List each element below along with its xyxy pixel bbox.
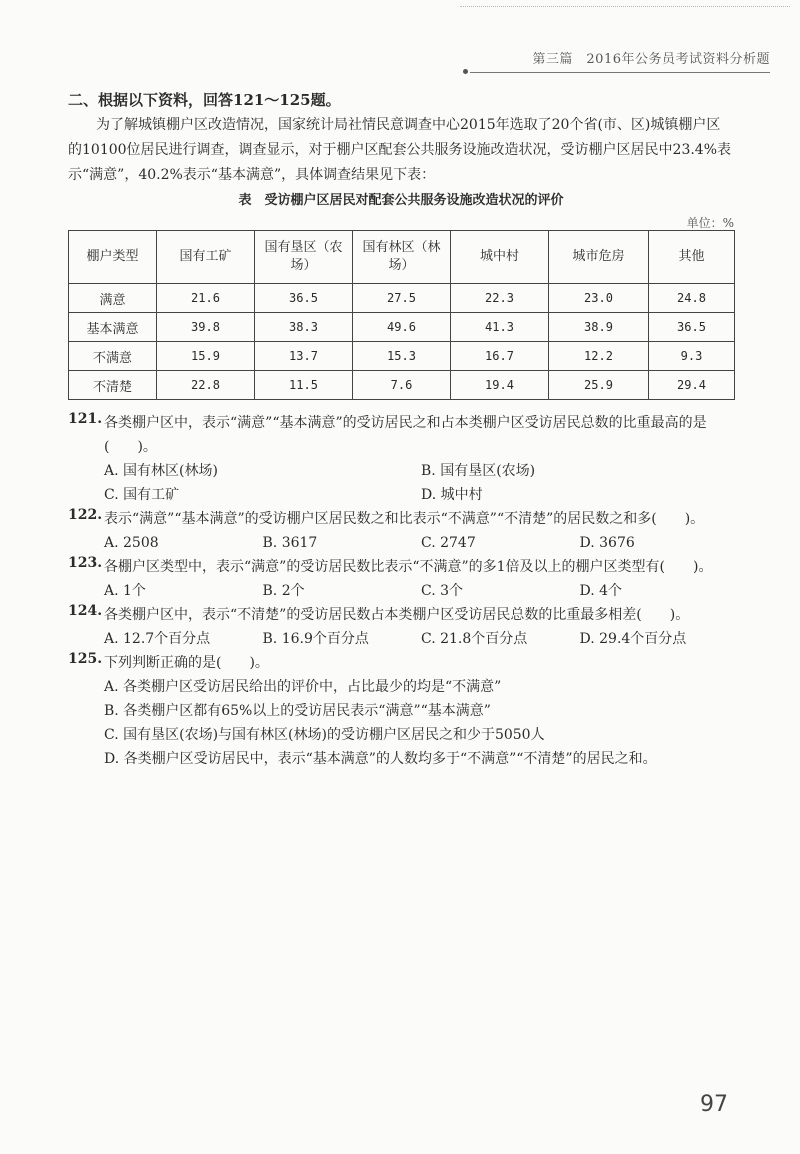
header-bullet <box>463 69 468 74</box>
header-rule <box>470 72 770 73</box>
table-cell: 38.3 <box>255 313 353 342</box>
question-number: 122. <box>68 507 103 523</box>
table-row <box>69 371 735 400</box>
option-d: D. 4个 <box>579 583 623 599</box>
option-a: A. 1个 <box>104 583 146 599</box>
option-group <box>68 459 738 507</box>
table-cell: 7.6 <box>353 371 451 400</box>
question-122 <box>68 507 738 555</box>
question-number: 123. <box>68 555 103 571</box>
option-c: C. 国有垦区(农场)与国有林区(林场)的受访棚户区居民之和少于5050人 <box>104 727 545 743</box>
table-header-cell: 城中村 <box>451 231 549 284</box>
table-cell: 25.9 <box>549 371 649 400</box>
top-dotted-rule <box>460 6 790 7</box>
table-cell: 36.5 <box>255 284 353 313</box>
table-cell: 15.9 <box>157 342 255 371</box>
table-cell: 22.8 <box>157 371 255 400</box>
option-b: B. 2个 <box>262 583 305 599</box>
page-number: 97 <box>700 1092 728 1117</box>
question-123 <box>68 555 738 603</box>
table-cell: 15.3 <box>353 342 451 371</box>
table-row <box>69 342 735 371</box>
question-stem: 各类棚户区中，表示“满意”“基本满意”的受访居民之和占本类棚户区受访居民总数的比重最高的是( )。 <box>104 415 707 455</box>
option-group <box>68 627 738 651</box>
table-cell: 23.0 <box>549 284 649 313</box>
option-group <box>68 579 738 603</box>
row-label: 不清楚 <box>69 371 157 400</box>
question-number: 124. <box>68 603 103 619</box>
table-header-cell: 城市危房 <box>549 231 649 284</box>
option-d: D. 3676 <box>579 535 635 551</box>
table-header-row <box>69 231 735 284</box>
table-cell: 21.6 <box>157 284 255 313</box>
table-cell: 29.4 <box>649 371 735 400</box>
row-label: 基本满意 <box>69 313 157 342</box>
table-cell: 49.6 <box>353 313 451 342</box>
question-stem: 表示“满意”“基本满意”的受访棚户区居民数之和比表示“不满意”“不清楚”的居民数之和多( )。 <box>104 511 705 527</box>
table-cell: 24.8 <box>649 284 735 313</box>
table-cell: 9.3 <box>649 342 735 371</box>
option-c: C. 国有工矿 <box>104 487 180 503</box>
question-number: 125. <box>68 651 103 667</box>
question-124 <box>68 603 738 651</box>
question-stem: 各类棚户区中，表示“不清楚”的受访居民数占本类棚户区受访居民总数的比重最多相差( )。 <box>104 607 690 623</box>
table-unit: 单位：% <box>686 216 734 230</box>
option-b: B. 16.9个百分点 <box>262 631 369 647</box>
survey-table <box>68 230 735 400</box>
question-stem: 各棚户区类型中，表示“满意”的受访居民数比表示“不满意”的多1倍及以上的棚户区类型有( )。 <box>104 559 713 575</box>
table-header-cell: 棚户类型 <box>69 231 157 284</box>
question-number: 121. <box>68 411 103 427</box>
option-c: C. 3个 <box>421 583 464 599</box>
intro-paragraph: 为了解城镇棚户区改造情况，国家统计局社情民意调查中心2015年选取了20个省(市、区)城镇棚户区的10100位居民进行调查，调查显示，对于棚户区配套公共服务设施改造状况，受访棚户区居民中23.4%表示“满意”，40.2%表示“基本满意”，具体调查结果见下表： <box>68 117 732 183</box>
table-title: 表 受访棚户区居民对配套公共服务设施改造状况的评价 <box>238 193 564 208</box>
table-cell: 39.8 <box>157 313 255 342</box>
table-cell: 19.4 <box>451 371 549 400</box>
row-label: 满意 <box>69 284 157 313</box>
table-row <box>69 313 735 342</box>
table-header-cell: 国有工矿 <box>157 231 255 284</box>
table-row <box>69 284 735 313</box>
option-b: B. 各类棚户区都有65%以上的受访居民表示“满意”“基本满意” <box>104 703 491 719</box>
option-d: D. 各类棚户区受访居民中，表示“基本满意”的人数均多于“不满意”“不清楚”的居民之和。 <box>104 751 657 767</box>
question-stem: 下列判断正确的是( )。 <box>104 655 269 671</box>
table-cell: 36.5 <box>649 313 735 342</box>
table-cell: 27.5 <box>353 284 451 313</box>
option-a: A. 各类棚户区受访居民给出的评价中，占比最少的均是“不满意” <box>104 679 502 695</box>
option-group <box>68 675 738 771</box>
table-header-cell: 国有林区（林场） <box>353 231 451 284</box>
table-cell: 13.7 <box>255 342 353 371</box>
option-c: C. 2747 <box>421 535 476 551</box>
option-group <box>68 531 738 555</box>
table-cell: 38.9 <box>549 313 649 342</box>
section-title: 二、根据以下资料，回答121～125题。 <box>68 91 341 109</box>
table-cell: 12.2 <box>549 342 649 371</box>
question-121 <box>68 411 738 507</box>
table-header-cell: 其他 <box>649 231 735 284</box>
option-a: A. 12.7个百分点 <box>104 631 211 647</box>
question-list <box>68 411 738 771</box>
table-cell: 16.7 <box>451 342 549 371</box>
option-a: A. 2508 <box>104 535 159 551</box>
question-125 <box>68 651 738 771</box>
option-d: D. 城中村 <box>421 487 483 503</box>
option-c: C. 21.8个百分点 <box>421 631 528 647</box>
option-d: D. 29.4个百分点 <box>579 631 687 647</box>
table-cell: 41.3 <box>451 313 549 342</box>
running-header: 第三篇 2016年公务员考试资料分析题 <box>532 52 770 67</box>
table-cell: 11.5 <box>255 371 353 400</box>
option-b: B. 国有垦区(农场) <box>421 463 536 479</box>
option-b: B. 3617 <box>262 535 318 551</box>
table-header-cell: 国有垦区（农场） <box>255 231 353 284</box>
row-label: 不满意 <box>69 342 157 371</box>
table-cell: 22.3 <box>451 284 549 313</box>
option-a: A. 国有林区(林场) <box>104 463 218 479</box>
